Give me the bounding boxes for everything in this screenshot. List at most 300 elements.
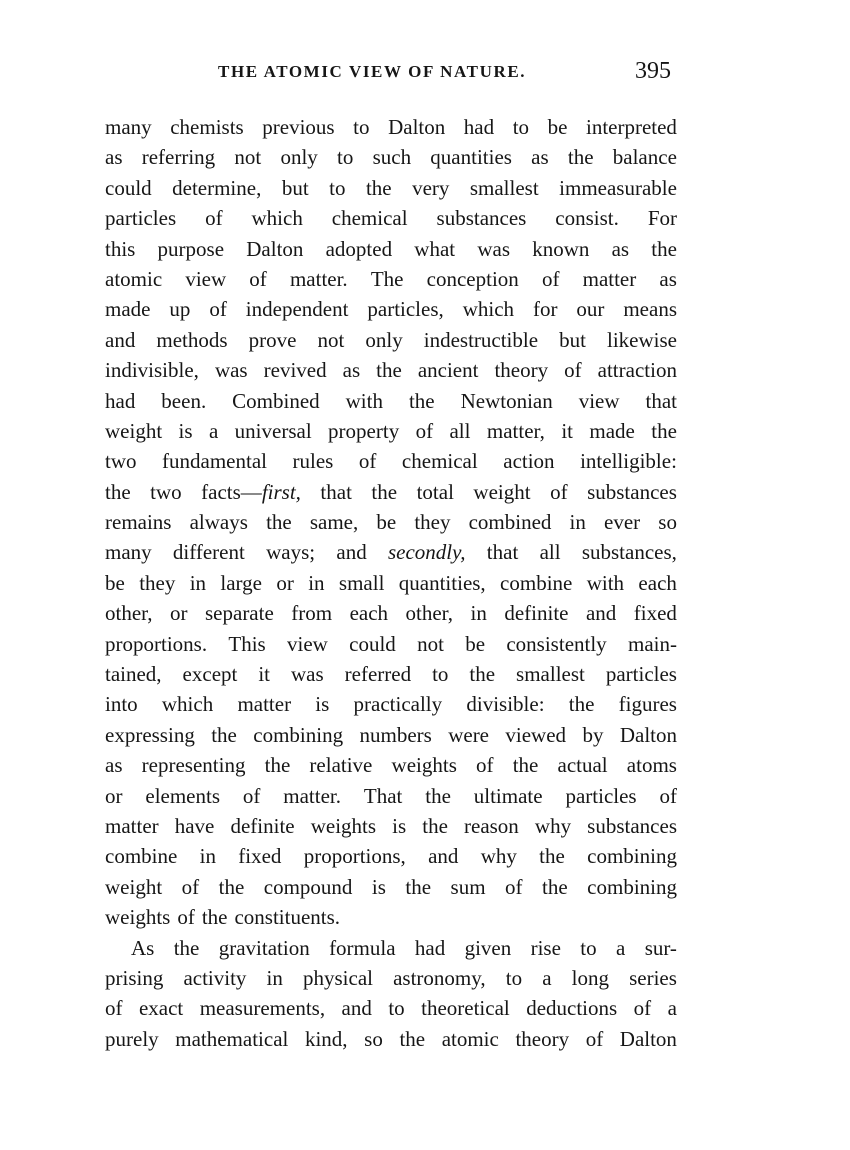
word: is bbox=[371, 874, 386, 899]
word: of bbox=[205, 206, 223, 231]
word: numbers bbox=[359, 722, 432, 747]
word: each bbox=[349, 601, 389, 626]
word: which bbox=[251, 206, 303, 231]
word: Dalton bbox=[619, 722, 677, 747]
word: divisible: bbox=[466, 692, 545, 717]
word: so bbox=[658, 510, 677, 535]
word: Dalton bbox=[388, 115, 446, 139]
word: could bbox=[349, 631, 396, 656]
text-line bbox=[105, 386, 677, 416]
word: not bbox=[317, 327, 345, 352]
word: been. bbox=[161, 388, 207, 413]
word: it bbox=[561, 418, 573, 443]
word: total bbox=[416, 479, 454, 504]
word: purely bbox=[105, 1026, 159, 1051]
word: that bbox=[486, 540, 519, 565]
word: reason bbox=[464, 813, 519, 838]
word: of bbox=[242, 783, 261, 808]
word: with bbox=[586, 570, 625, 595]
word: prising bbox=[105, 965, 164, 990]
word: had bbox=[105, 388, 136, 413]
word: compound bbox=[263, 874, 353, 899]
word: to bbox=[329, 175, 346, 200]
word: remains bbox=[105, 510, 172, 535]
text-line bbox=[105, 841, 677, 871]
word: long bbox=[571, 965, 609, 990]
word: matter bbox=[105, 813, 159, 838]
word: of bbox=[177, 905, 195, 930]
word: exact bbox=[138, 996, 184, 1021]
word: series bbox=[629, 965, 677, 990]
word: small bbox=[338, 570, 385, 595]
word: the bbox=[211, 722, 237, 747]
word: the bbox=[399, 1026, 426, 1051]
word: and bbox=[428, 844, 459, 869]
word: of bbox=[550, 479, 568, 504]
text-line bbox=[105, 629, 677, 659]
word: was bbox=[214, 358, 248, 383]
word: for bbox=[532, 297, 558, 322]
word: previous bbox=[262, 115, 335, 139]
word: of bbox=[659, 783, 677, 808]
text-line bbox=[105, 811, 677, 841]
word: many bbox=[105, 115, 152, 139]
word: two bbox=[150, 479, 182, 504]
word: relative bbox=[309, 753, 373, 778]
word: view bbox=[578, 388, 620, 413]
word: from bbox=[291, 601, 333, 626]
word: the bbox=[469, 662, 496, 687]
word: to bbox=[505, 965, 523, 990]
word: only bbox=[365, 327, 403, 352]
running-title: THE ATOMIC VIEW OF NATURE. bbox=[218, 62, 527, 81]
word: chemical bbox=[331, 206, 408, 231]
word: or bbox=[170, 601, 188, 626]
word: sum bbox=[450, 874, 486, 899]
word: atoms bbox=[626, 753, 677, 778]
running-head bbox=[105, 60, 677, 90]
word: as bbox=[659, 266, 677, 291]
text-line bbox=[105, 112, 677, 142]
word: Newtonian bbox=[460, 388, 553, 413]
word: it bbox=[258, 662, 270, 687]
word: weights bbox=[391, 753, 457, 778]
word: have bbox=[174, 813, 215, 838]
text-line bbox=[105, 568, 677, 598]
word: other, bbox=[405, 601, 454, 626]
word: the bbox=[371, 479, 398, 504]
word: definite bbox=[504, 601, 569, 626]
word: to bbox=[432, 662, 449, 687]
word: kind, bbox=[304, 1026, 348, 1051]
word: same, bbox=[309, 510, 359, 535]
text-line bbox=[105, 446, 677, 476]
word: in bbox=[569, 510, 586, 535]
word: gravitation bbox=[218, 935, 310, 960]
word: many bbox=[105, 540, 152, 565]
word: with bbox=[345, 388, 383, 413]
text-line bbox=[105, 720, 677, 750]
word: in bbox=[470, 601, 487, 626]
word: matter bbox=[237, 692, 292, 717]
word: intelligible: bbox=[580, 449, 677, 474]
word: why bbox=[480, 844, 517, 869]
text-line bbox=[105, 264, 677, 294]
word: physical bbox=[303, 965, 373, 990]
word: rules bbox=[292, 449, 334, 474]
word: actual bbox=[557, 753, 608, 778]
word: the bbox=[408, 388, 435, 413]
word: combine bbox=[500, 570, 573, 595]
word: chemists bbox=[170, 115, 244, 139]
word: the bbox=[422, 813, 448, 838]
text-line bbox=[105, 173, 677, 203]
word: as bbox=[105, 145, 123, 170]
word: of bbox=[181, 874, 200, 899]
word: the bbox=[651, 418, 677, 443]
word: to bbox=[353, 115, 370, 139]
word: the bbox=[568, 692, 595, 717]
word: immeasurable bbox=[559, 175, 677, 200]
word: and bbox=[105, 327, 136, 352]
word: be bbox=[465, 631, 486, 656]
word: The bbox=[370, 266, 404, 291]
word: but bbox=[559, 327, 586, 352]
text-line bbox=[105, 355, 677, 385]
word: referring bbox=[141, 145, 216, 170]
text-line bbox=[105, 507, 677, 537]
word: different bbox=[172, 540, 245, 565]
word: theoretical bbox=[421, 996, 510, 1021]
word: theory bbox=[494, 358, 549, 383]
word: the bbox=[105, 479, 131, 504]
word: main- bbox=[627, 631, 677, 656]
word: sur- bbox=[644, 935, 677, 960]
word: in bbox=[199, 844, 216, 869]
word: of bbox=[564, 358, 582, 383]
word: the bbox=[173, 935, 200, 960]
word: and bbox=[341, 996, 372, 1021]
word: of bbox=[585, 1026, 604, 1051]
word: each bbox=[638, 570, 677, 595]
word: a bbox=[667, 996, 677, 1021]
word: in bbox=[189, 570, 207, 595]
word: separate bbox=[205, 601, 274, 626]
word: interpreted bbox=[585, 115, 677, 139]
word: fixed bbox=[238, 844, 282, 869]
word: representing bbox=[141, 753, 246, 778]
word: a bbox=[616, 935, 626, 960]
word: viewed bbox=[505, 722, 567, 747]
word: not bbox=[234, 145, 262, 170]
word: indestructible bbox=[423, 327, 539, 352]
word: as bbox=[531, 145, 549, 170]
word: rise bbox=[530, 935, 561, 960]
word: given bbox=[464, 935, 512, 960]
word: the bbox=[218, 874, 245, 899]
word: particles bbox=[105, 206, 177, 231]
word: property bbox=[328, 418, 400, 443]
word: known bbox=[532, 236, 590, 261]
word: such bbox=[372, 145, 412, 170]
word: combining bbox=[587, 844, 677, 869]
text-line bbox=[105, 1024, 677, 1054]
word: the bbox=[201, 905, 228, 930]
word: Dalton bbox=[246, 236, 304, 261]
text-line bbox=[105, 294, 677, 324]
word: likewise bbox=[607, 327, 677, 352]
word: to bbox=[512, 115, 530, 139]
word: the bbox=[539, 844, 565, 869]
text-line bbox=[105, 537, 677, 567]
word: Combined bbox=[232, 388, 320, 413]
word: atomic bbox=[105, 266, 163, 291]
word: our bbox=[576, 297, 605, 322]
word: to bbox=[580, 935, 597, 960]
word: chemical bbox=[401, 449, 478, 474]
word: as bbox=[342, 358, 361, 383]
word: or bbox=[105, 783, 123, 808]
word: matter, bbox=[486, 418, 545, 443]
text-line bbox=[105, 477, 677, 507]
word: of bbox=[249, 266, 267, 291]
word: astronomy, bbox=[393, 965, 486, 990]
word: they bbox=[414, 510, 451, 535]
body-text bbox=[105, 112, 677, 1054]
word: For bbox=[647, 206, 677, 231]
word: expressing bbox=[105, 722, 195, 747]
text-line bbox=[105, 142, 677, 172]
word: formula bbox=[329, 935, 396, 960]
text-line bbox=[105, 659, 677, 689]
word: fundamental bbox=[162, 449, 267, 474]
text-line bbox=[105, 993, 677, 1023]
word: other, bbox=[105, 601, 153, 626]
word: is bbox=[178, 418, 193, 443]
word: combined bbox=[468, 510, 552, 535]
word: that bbox=[645, 388, 677, 413]
word: fixed bbox=[633, 601, 677, 626]
word: into bbox=[105, 692, 138, 717]
word: particles, bbox=[367, 297, 444, 322]
word: figures bbox=[618, 692, 677, 717]
word: determine, bbox=[172, 175, 262, 200]
word: Dalton bbox=[619, 1026, 677, 1051]
word: attraction bbox=[597, 358, 677, 383]
word: as bbox=[611, 236, 630, 261]
word: view bbox=[185, 266, 227, 291]
word: combining bbox=[587, 874, 677, 899]
word: of bbox=[541, 266, 560, 291]
word: as bbox=[105, 753, 123, 778]
word: why bbox=[534, 813, 572, 838]
word: particles bbox=[605, 662, 677, 687]
word: of bbox=[358, 449, 377, 474]
word: weight bbox=[105, 874, 163, 899]
word: proportions. bbox=[105, 631, 208, 656]
word: could bbox=[105, 175, 152, 200]
text-line bbox=[105, 872, 677, 902]
word: what bbox=[414, 236, 456, 261]
word: facts—first, bbox=[201, 479, 301, 504]
word: was bbox=[290, 662, 324, 687]
word: smallest bbox=[469, 175, 539, 200]
word: weights bbox=[310, 813, 377, 838]
word: substances bbox=[436, 206, 527, 231]
word: a bbox=[542, 965, 552, 990]
word: view bbox=[287, 631, 328, 656]
word: theory bbox=[515, 1026, 570, 1051]
word: but bbox=[281, 175, 309, 200]
word: not bbox=[417, 631, 444, 656]
text-line bbox=[105, 902, 677, 932]
word: to bbox=[388, 996, 405, 1021]
word: only bbox=[280, 145, 318, 170]
word: quantities bbox=[430, 145, 512, 170]
text-line bbox=[105, 203, 677, 233]
word: substances, bbox=[581, 540, 677, 565]
word: of bbox=[633, 996, 652, 1021]
text-line bbox=[105, 933, 677, 963]
word: the bbox=[266, 510, 292, 535]
word: in bbox=[266, 965, 283, 990]
word: and bbox=[585, 601, 617, 626]
word: measurements, bbox=[199, 996, 326, 1021]
word: the bbox=[376, 358, 402, 383]
text-line bbox=[105, 325, 677, 355]
text-line bbox=[105, 598, 677, 628]
page-number: 395 bbox=[635, 58, 671, 84]
word: methods bbox=[156, 327, 228, 352]
word: the bbox=[651, 236, 677, 261]
word: means bbox=[623, 297, 677, 322]
word: the bbox=[512, 753, 539, 778]
word: up bbox=[169, 297, 191, 322]
word: matter bbox=[582, 266, 637, 291]
word: and bbox=[336, 540, 367, 565]
word: substances bbox=[587, 813, 677, 838]
word: were bbox=[448, 722, 490, 747]
word: weights bbox=[105, 905, 171, 930]
word: elements bbox=[145, 783, 221, 808]
word: in bbox=[308, 570, 325, 595]
word: this bbox=[105, 236, 136, 261]
word: revived bbox=[263, 358, 327, 383]
word: all bbox=[539, 540, 561, 565]
word: purpose bbox=[157, 236, 225, 261]
word: deductions bbox=[526, 996, 618, 1021]
word: of bbox=[209, 297, 227, 322]
word: smallest bbox=[516, 662, 585, 687]
word: That bbox=[363, 783, 403, 808]
word: be bbox=[105, 570, 125, 595]
text-line bbox=[105, 750, 677, 780]
word: so bbox=[364, 1026, 383, 1051]
word: proportions, bbox=[303, 844, 406, 869]
word: of bbox=[505, 874, 523, 899]
word: mathematical bbox=[175, 1026, 289, 1051]
word: a bbox=[208, 418, 219, 443]
word: practically bbox=[353, 692, 443, 717]
word: prove bbox=[248, 327, 297, 352]
word: always bbox=[189, 510, 248, 535]
word: large bbox=[220, 570, 262, 595]
word: made bbox=[105, 297, 151, 322]
word: indivisible, bbox=[105, 358, 199, 383]
word: had bbox=[463, 115, 495, 139]
word: be bbox=[547, 115, 568, 139]
word: be bbox=[376, 510, 397, 535]
word: of bbox=[415, 418, 434, 443]
word: adopted bbox=[325, 236, 393, 261]
word: the bbox=[425, 783, 451, 808]
word: matter. bbox=[289, 266, 348, 291]
word: ever bbox=[604, 510, 641, 535]
word: independent bbox=[245, 297, 349, 322]
word: by bbox=[582, 722, 604, 747]
word: As bbox=[131, 935, 155, 960]
word: constituents. bbox=[234, 905, 341, 930]
word: substances bbox=[587, 479, 677, 504]
word: ways; bbox=[266, 540, 316, 565]
word: except bbox=[182, 662, 238, 687]
word: conception bbox=[426, 266, 519, 291]
text-line bbox=[105, 416, 677, 446]
word: referred bbox=[344, 662, 412, 687]
word: atomic bbox=[441, 1026, 499, 1051]
word: combining bbox=[253, 722, 344, 747]
word: they bbox=[139, 570, 176, 595]
word: made bbox=[589, 418, 635, 443]
word: activity bbox=[183, 965, 247, 990]
word: to bbox=[337, 145, 354, 170]
word: the bbox=[264, 753, 291, 778]
word: the bbox=[567, 145, 594, 170]
word: was bbox=[477, 236, 510, 261]
word: or bbox=[276, 570, 294, 595]
text-line bbox=[105, 689, 677, 719]
word: matter. bbox=[283, 783, 341, 808]
word: weight bbox=[473, 479, 531, 504]
word: secondly, bbox=[387, 540, 466, 565]
word: consist. bbox=[555, 206, 619, 231]
word: of bbox=[476, 753, 494, 778]
word: balance bbox=[612, 145, 677, 170]
word: which bbox=[462, 297, 515, 322]
text-line bbox=[105, 781, 677, 811]
word: is bbox=[315, 692, 330, 717]
word: combine bbox=[105, 844, 178, 869]
word: had bbox=[414, 935, 446, 960]
word: action bbox=[503, 449, 555, 474]
word: weight bbox=[105, 418, 163, 443]
word: very bbox=[412, 175, 450, 200]
word: definite bbox=[230, 813, 295, 838]
word: the bbox=[365, 175, 392, 200]
word: consistently bbox=[506, 631, 607, 656]
word: two bbox=[105, 449, 137, 474]
word: ultimate bbox=[473, 783, 543, 808]
text-line bbox=[105, 234, 677, 264]
word: of bbox=[105, 996, 123, 1021]
word: that bbox=[320, 479, 352, 504]
word: ancient bbox=[417, 358, 479, 383]
word: particles bbox=[565, 783, 637, 808]
text-line bbox=[105, 963, 677, 993]
word: universal bbox=[234, 418, 312, 443]
word: which bbox=[161, 692, 214, 717]
word: This bbox=[228, 631, 266, 656]
